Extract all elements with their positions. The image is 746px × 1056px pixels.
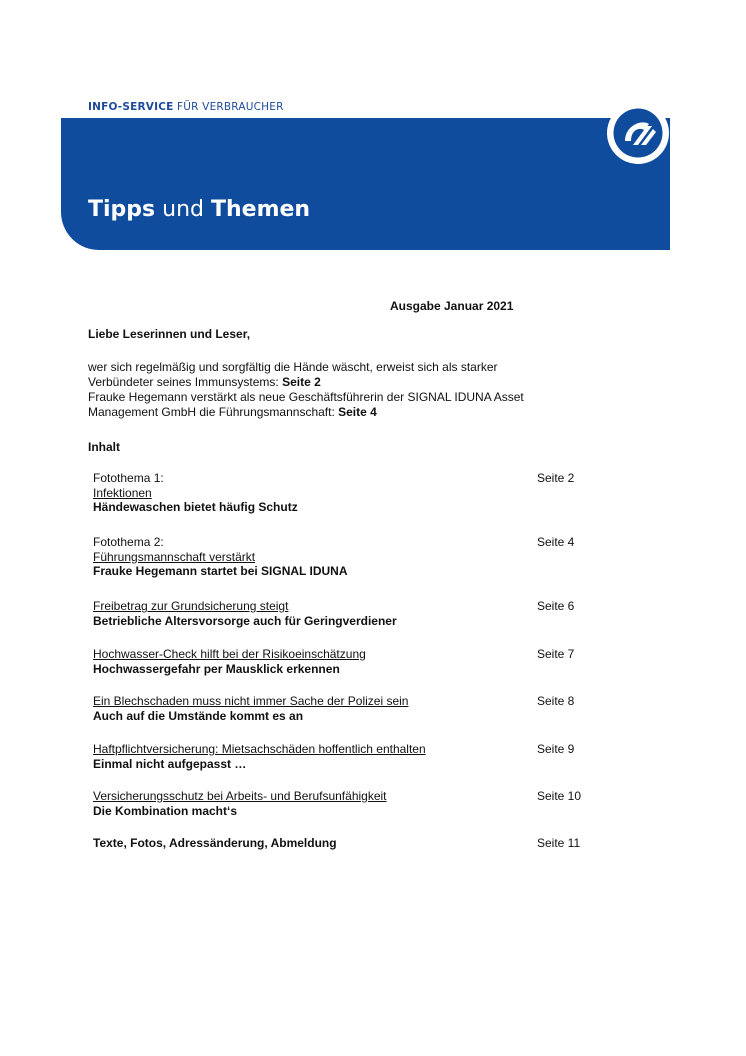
toc-topic-link[interactable]: Haftpflichtversicherung: Mietsachschäden hoffentlich enthalten <box>93 742 426 756</box>
intro-paragraph <box>88 360 648 420</box>
toc-headline: Betriebliche Altersvorsorge auch für Geringverdiener <box>93 613 397 628</box>
toc-entry[interactable] <box>93 742 613 771</box>
service-label-rest: FÜR VERBRAUCHER <box>173 101 284 113</box>
intro-page-ref: Seite 4 <box>338 405 377 419</box>
issue-date: Ausgabe Januar 2021 <box>390 299 514 313</box>
toc-page-number: Seite 10 <box>537 789 582 803</box>
intro-line: Frauke Hegemann verstärkt als neue Geschäftsführerin der SIGNAL IDUNA Asset <box>88 390 524 404</box>
banner-title <box>88 197 310 222</box>
toc-entry[interactable] <box>93 471 613 515</box>
toc-entry[interactable] <box>93 535 613 579</box>
title-und: und <box>155 197 211 222</box>
title-tipps: Tipps <box>88 197 156 222</box>
intro-text: Management GmbH die Führungsmannschaft: <box>88 405 339 419</box>
toc-topic-link[interactable]: Ein Blechschaden muss nicht immer Sache der Polizei sein <box>93 694 409 708</box>
toc-entry[interactable] <box>93 647 613 676</box>
intro-line <box>88 405 648 420</box>
toc-headline: Texte, Fotos, Adressänderung, Abmeldung <box>93 836 337 850</box>
service-label-bold: INFO-SERVICE <box>88 101 174 113</box>
toc-headline: Auch auf die Umstände kommt es an <box>93 708 304 723</box>
toc-page-number: Seite 7 <box>537 647 575 661</box>
toc-entry[interactable] <box>93 789 613 818</box>
toc-topic-link[interactable]: Freibetrag zur Grundsicherung steigt <box>93 599 289 613</box>
intro-text: Verbündeter seines Immunsystems: <box>88 375 283 389</box>
toc-topic-link[interactable]: Führungsmannschaft verstärkt <box>93 549 256 564</box>
toc-entry[interactable] <box>93 599 613 628</box>
toc-headline: Händewaschen bietet häufig Schutz <box>93 500 298 514</box>
intro-line: wer sich regelmäßig und sorgfältig die Hände wäscht, erweist sich als starker <box>88 360 498 374</box>
toc-topic-link[interactable]: Infektionen <box>93 485 152 500</box>
toc-page-number: Seite 8 <box>537 694 575 708</box>
service-label <box>88 101 284 113</box>
intro-line <box>88 375 648 390</box>
toc-entry[interactable] <box>93 694 613 723</box>
toc-page-number: Seite 9 <box>537 742 575 756</box>
contents-heading: Inhalt <box>88 440 120 454</box>
toc-prefix: Fotothema 1: <box>93 471 164 485</box>
intro-page-ref: Seite 2 <box>282 375 321 389</box>
toc-prefix: Fotothema 2: <box>93 535 164 549</box>
toc-page-number: Seite 6 <box>537 599 575 613</box>
toc-topic-link[interactable]: Hochwasser-Check hilft bei der Risikoeinschätzung <box>93 647 366 661</box>
toc-headline: Hochwassergefahr per Mausklick erkennen <box>93 661 340 676</box>
header-banner <box>61 118 670 250</box>
title-themen: Themen <box>210 197 311 222</box>
toc-page-number: Seite 11 <box>537 836 581 850</box>
toc-entry[interactable] <box>93 836 613 851</box>
signal-iduna-logo-icon <box>604 99 672 167</box>
toc-page-number: Seite 2 <box>537 471 575 485</box>
toc-headline: Einmal nicht aufgepasst … <box>93 756 247 771</box>
toc-headline: Die Kombination macht‘s <box>93 803 238 818</box>
greeting: Liebe Leserinnen und Leser, <box>88 327 251 341</box>
toc-page-number: Seite 4 <box>537 535 575 549</box>
toc-topic-link[interactable]: Versicherungsschutz bei Arbeits- und Berufsunfähigkeit <box>93 789 387 803</box>
toc-headline: Frauke Hegemann startet bei SIGNAL IDUNA <box>93 564 348 578</box>
